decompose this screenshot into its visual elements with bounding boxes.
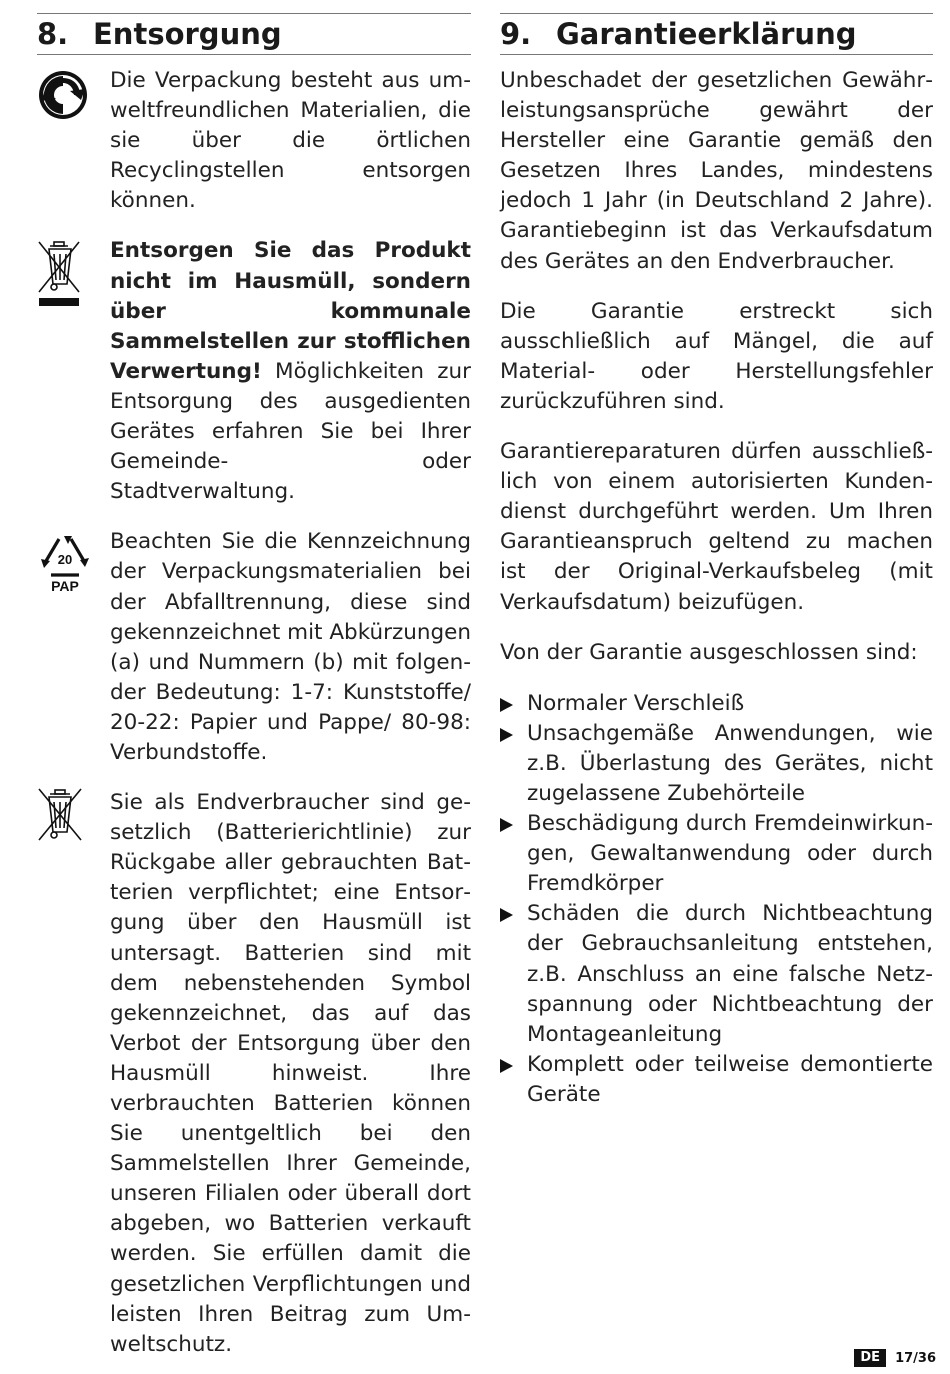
disposal-warning-bold: Entsorgen Sie das Produkt nicht im Hausmüll, sondern über kommunale Sammelstellen zur stofflichen Verwertung! xyxy=(110,238,471,384)
list-item-text: Komplett oder teilweise demontierte Geräte xyxy=(527,1051,933,1107)
disposal-text-batteries: Sie als Endverbraucher sind gesetzlich (Batterierichtlinie) zur Rückgabe aller gebrauchten Batterien verpflichtet; eine Entsorgung über den Hausmüll ist untersagt. Batterien sind mit dem nebenstehenden Symbol gekennzeichnet, das auf das Verbot der Entsorgung über den Hausmüll hinweist. Ihre verbrauchten Batterien können Sie unentgeltlich bei den Sammelstellen Ihrer Gemeinde, unseren Filialen oder überall dort abgeben, wo Batterien verkauft werden. Sie erfüllen damit die gesetzlichen Verpflichtungen und leisten Ihren Beitrag zum Umweltschutz. xyxy=(110,790,471,1357)
section-number: 9. xyxy=(500,17,532,51)
language-badge: DE xyxy=(854,1349,886,1367)
bullet-triangle-icon xyxy=(500,818,513,832)
page-footer xyxy=(854,1349,936,1367)
section-entsorgung xyxy=(37,13,471,1360)
warranty-paragraph: Unbeschadet der gesetzlichen Gewährleistungsansprüche gewährt der Hersteller eine Garantie gemäß den Gesetzen Ihres Landes, mindestens jedoch 1 Jahr (in Deutschland 2 Jahre). Garantiebeginn ist das Verkaufsdatum des Gerätes an den Endverbraucher. xyxy=(500,68,933,274)
bullet-triangle-icon xyxy=(500,1059,513,1073)
list-item xyxy=(500,689,933,719)
disposal-text-product-rest: Möglichkeiten zur Entsorgung des ausgedienten Gerätes erfahren Sie bei Ihrer Gemeinde- oder Stadtverwaltung. xyxy=(110,358,471,505)
section-heading xyxy=(37,13,471,55)
bullet-triangle-icon xyxy=(500,908,513,922)
disposal-entry-materials xyxy=(37,527,471,768)
disposal-text-packaging: Die Verpackung besteht aus umweltfreundlichen Materialien, die sie über die örtlichen Recyclingstellen entsorgen können. xyxy=(110,68,471,214)
list-item-text: Schäden die durch Nichtbeachtung der Gebrauchsanleitung entstehen, z.B. Anschluss an eine falsche Netzspannung oder Nichtbeachtung der Montageanleitung xyxy=(527,901,933,1047)
pap-icon-code: PAP xyxy=(51,578,79,595)
list-item xyxy=(500,1050,933,1110)
section-title: Garantieerklärung xyxy=(556,17,857,51)
crossed-out-battery-bin-icon xyxy=(37,786,83,846)
disposal-entry-product xyxy=(37,236,471,507)
section-heading xyxy=(500,13,933,55)
list-item xyxy=(500,719,933,809)
disposal-entry-packaging xyxy=(37,66,471,216)
disposal-text-product xyxy=(110,236,471,507)
warranty-exclusions-list xyxy=(500,689,933,1110)
disposal-text-materials: Beachten Sie die Kennzeichnung der Verpackungsmaterialien bei der Abfalltrennung, diese sind gekennzeichnet mit Abkürzungen (a) und Nummern (b) mit folgender Bedeutung: 1-7: Kunststoffe/ 20-22: Papier und Pappe/ 80-98: Verbundstoffe. xyxy=(110,529,471,765)
section-garantie xyxy=(500,13,933,1110)
warranty-paragraph: Garantiereparaturen dürfen ausschließlich von einem autorisierten Kundendienst durchgeführt werden. Um Ihren Garantieanspruch geltend zu machen ist der Original-Verkaufsbeleg (mit Verkaufsdatum) beizufügen. xyxy=(500,439,933,615)
list-item-text: Unsachgemäße Anwendungen, wie z.B. Überlastung des Gerätes, nicht zugelassene Zubehörteile xyxy=(527,720,933,806)
pap-20-recycling-icon xyxy=(37,533,93,599)
list-item-text: Normaler Verschleiß xyxy=(527,690,745,716)
list-item-text: Beschädigung durch Fremdeinwirkungen, Gewaltanwendung oder durch Fremdkörper xyxy=(527,811,933,897)
bullet-triangle-icon xyxy=(500,728,513,742)
page-number: 17/36 xyxy=(895,1350,936,1366)
warranty-exclusions-intro: Von der Garantie ausgeschlossen sind: xyxy=(500,639,918,665)
green-dot-recycling-icon xyxy=(37,69,89,125)
section-number: 8. xyxy=(37,17,69,51)
disposal-entry-batteries xyxy=(37,788,471,1360)
list-item xyxy=(500,809,933,899)
list-item xyxy=(500,899,933,1049)
pap-icon-number: 20 xyxy=(57,552,73,568)
crossed-out-wheelie-bin-icon xyxy=(37,240,81,316)
warranty-paragraph: Die Garantie erstreckt sich ausschließlich auf Mängel, die auf Material- oder Herstellungsfehler zurückzuführen sind. xyxy=(500,298,933,414)
section-title: Entsorgung xyxy=(93,17,282,51)
bullet-triangle-icon xyxy=(500,698,513,712)
